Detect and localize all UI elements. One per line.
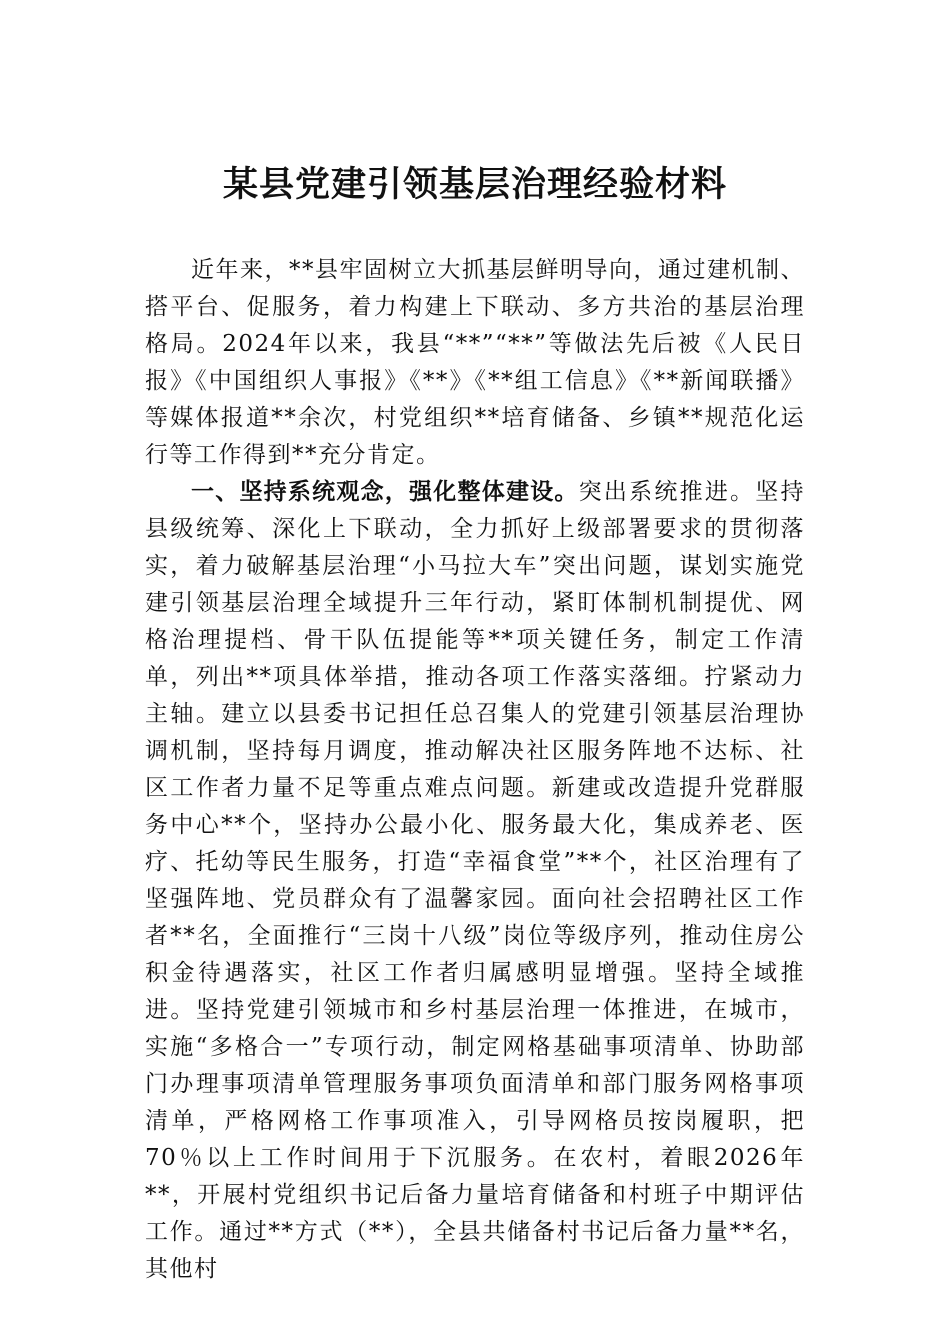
section-1-heading: 一、坚持系统观念，强化整体建设。 bbox=[191, 479, 579, 505]
section-1-text: 突出系统推进。坚持县级统筹、深化上下联动，全力抓好上级部署要求的贯彻落实，着力破解基层治理“小马拉大车”突出问题，谋划实施党建引领基层治理全域提升三年行动，紧盯体制机制提优、网格治理提档、骨干队伍提能等**项关键任务，制定工作清单，列出**项具体举措，推动各项工作落实落细。拧紧动力主轴。建立以县委书记担任总召集人的党建引领基层治理协调机制，坚持每月调度，推动解决社区服务阵地不达标、社区工作者力量不足等重点难点问题。新建或改造提升党群服务中心**个，坚持办公最小化、服务最大化，集成养老、医疗、托幼等民生服务，打造“幸福食堂”**个，社区治理有了坚强阵地、党员群众有了温馨家园。面向社会招聘社区工作者**名，全面推行“三岗十八级”岗位等级序列，推动住房公积金待遇落实，社区工作者归属感明显增强。坚持全域推进。坚持党建引领城市和乡村基层治理一体推进，在城市，实施“多格合一”专项行动，制定网格基础事项清单、协助部门办理事项清单管理服务事项负面清单和部门服务网格事项清单，严格网格工作事项准入，引导网格员按岗履职，把70％以上工作时间用于下沉服务。在农村，着眼2026年**，开展村党组织书记后备力量培育储备和村班子中期评估工作。通过**方式（**），全县共储备村书记后备力量**名，其他村 bbox=[145, 479, 806, 1282]
document-body bbox=[145, 252, 805, 1288]
document-title: 某县党建引领基层治理经验材料 bbox=[222, 164, 727, 205]
intro-paragraph: 近年来，**县牢固树立大抓基层鲜明导向，通过建机制、搭平台、促服务，着力构建上下联动、多方共治的基层治理格局。2024年以来，我县“**”“**”等做法先后被《人民日报》《中国组织人事报》《**》《**组工信息》《**新闻联播》等媒体报道**余次，村党组织**培育储备、乡镇**规范化运行等工作得到**充分肯定。 bbox=[145, 257, 805, 468]
section-1-paragraph bbox=[145, 474, 805, 1288]
